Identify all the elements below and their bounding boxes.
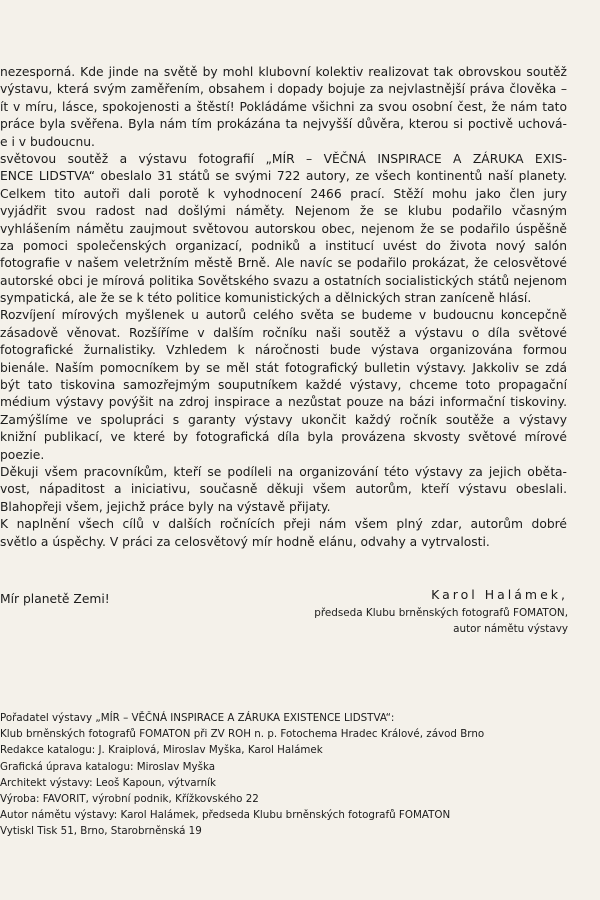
body-line: Zamýšlíme ve spolupráci s garanty výstavy ukončit každý ročník soutěže a výstavy: [0, 412, 567, 427]
body-line: médium výstavy povýšit na zdroj inspirace a nezůstat pouze na bázi informační tiskoviny.: [0, 395, 567, 410]
signature-role: předseda Klubu brněnských fotografů FOMATON,: [314, 607, 568, 619]
body-line: poezie.: [0, 447, 45, 462]
body-line: zásadově věnovat. Rozšíříme v dalším ročníku naši soutěž a výstavu o díla světové: [0, 325, 567, 340]
signature-name: Karol Halámek,: [431, 587, 568, 602]
imprint-line: Autor námětu výstavy: Karol Halámek, předseda Klubu brněnských fotografů FOMATON: [0, 809, 451, 822]
imprint-line: Klub brněnských fotografů FOMATON při ZV ROH n. p. Fotochema Hradec Králové, závod Brno: [0, 728, 485, 741]
imprint-line: Výroba: FAVORIT, výrobní podnik, Křížkovského 22: [0, 793, 259, 806]
body-line: fotografie v našem veletržním městě Brně. Ale navíc se podařilo prokázat, že celosvětové: [0, 256, 567, 271]
body-line: nezesporná. Kde jinde na světě by mohl klubovní kolektiv realizovat tak obrovskou soutěž: [0, 65, 567, 79]
body-line: ENCE LIDSTVA“ obeslalo 31 států se svými 722 autory, ze všech kontinentů naší planety.: [0, 169, 567, 184]
imprint-line: Redakce katalogu: J. Kraiplová, Miroslav Myška, Karol Halámek: [0, 744, 323, 757]
body-line: být tato tiskovina samozřejmým souputníkem každé výstavy, chceme toto propagační: [0, 378, 567, 393]
body-line: bienále. Naším pomocníkem by se měl stát fotografický bulletin výstavy. Jakkoliv se zdá: [0, 360, 567, 375]
body-line: vost, nápaditost a iniciativu, současně děkuji všem autorům, kteří výstavu obeslali.: [0, 482, 567, 497]
body-line: fotografické žurnalistiky. Vzhledem k náročnosti bude výstava organizována formou: [0, 343, 567, 358]
body-line: e i v budoucnu.: [0, 134, 95, 149]
imprint-line: Pořadatel výstavy „MÍR – VĚČNÁ INSPIRACE A ZÁRUKA EXISTENCE LIDSTVA“:: [0, 712, 395, 724]
body-line: Blahopřeji všem, jejichž práce byly na výstavě přijaty.: [0, 499, 331, 514]
signature-block: [314, 585, 568, 637]
body-line: Celkem tito autoři dali porotě k vyhodnocení 2466 prací. Stěží mohu jako člen jury: [0, 186, 567, 201]
imprint-line: Vytiskl Tisk 51, Brno, Starobrněnská 19: [0, 825, 202, 838]
body-line: za pomoci společenských organizací, podniků a institucí uvést do života nový salón: [0, 238, 567, 253]
body-line: výstavu, která svým zaměřením, obsahem i dopady bojuje za nejvlastnější práva člověka –: [0, 82, 567, 97]
body-line: práce byla svěřena. Byla nám tím prokázána ta nejvyšší důvěra, kterou si poctivě uchová-: [0, 117, 567, 132]
body-line: ít v míru, lásce, spokojenosti a štěstí! Pokládáme všichni za svou osobní čest, že nám tato: [0, 99, 567, 114]
body-line: sympatická, ale že se k této politice komunistických a dělnických stran zaníceně hlásí.: [0, 291, 532, 306]
body-line: Rozvíjení mírových myšlenek u autorů celého světa se budeme v budoucnu koncepčně: [0, 308, 567, 323]
body-text: [0, 64, 567, 551]
body-line: K naplnění všech cílů v dalších ročnících přeji nám všem plný zdar, autorům dobré: [0, 517, 567, 532]
body-line: vyjádřit svou radost nad došlými náměty. Nejenom že se klubu podařilo včasným: [0, 204, 567, 219]
imprint-line: Architekt výstavy: Leoš Kapoun, výtvarník: [0, 776, 216, 789]
body-line: autorské obci je mírová politika Sovětského svazu a ostatních socialistických států nejenom: [0, 273, 567, 288]
body-line: Děkuji všem pracovníkům, kteří se podíleli na organizování této výstavy za jejich oběta-: [0, 464, 567, 479]
body-line: světlo a úspěchy. V práci za celosvětový mír hodně elánu, odvahy a vytrvalosti.: [0, 534, 490, 549]
body-line: světovou soutěž a výstavu fotografií „MÍR – VĚČNÁ INSPIRACE A ZÁRUKA EXIS-: [0, 151, 567, 166]
greeting: Mír planetě Zemi!: [0, 592, 110, 606]
imprint-line: Grafická úprava katalogu: Miroslav Myška: [0, 760, 216, 773]
body-line: knižní publikací, ve které by fotografická díla byla provázena skvosty světové mírové: [0, 430, 567, 445]
body-line: vyhlášením námětu zaujmout světovou autorskou obec, nejenom že se podařilo úspěšně: [0, 221, 567, 236]
signature-role: autor námětu výstavy: [453, 623, 568, 635]
imprint: [0, 710, 560, 840]
